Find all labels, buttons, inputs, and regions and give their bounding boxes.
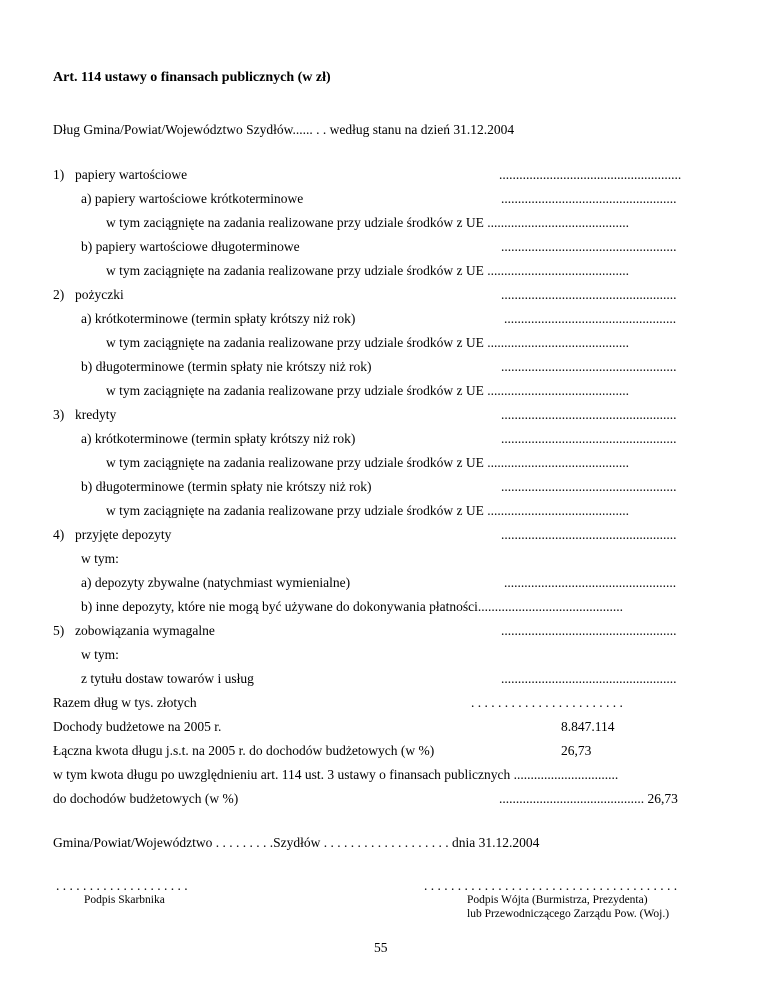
item-2a-ue: w tym zaciągnięte na zadania realizowane przy udziale środków z UE ..........................................: [106, 335, 629, 350]
adjusted-debt-label: w tym kwota długu po uwzględnieniu art. 114 ust. 3 ustawy o finansach publicznych ...............................: [53, 767, 619, 782]
item-4-label: 4) przyjęte depozyty: [53, 527, 172, 542]
budget-income-value: 8.847.114: [561, 719, 615, 734]
item-1b-dots: ....................................................: [501, 239, 677, 254]
item-2b-ue: w tym zaciągnięte na zadania realizowane przy udziale środków z UE ..........................................: [106, 383, 629, 398]
treasurer-signature-label: Podpis Skarbnika: [84, 894, 165, 906]
item-5a-label: z tytułu dostaw towarów i usług: [81, 671, 254, 686]
item-1a-dots: ....................................................: [501, 191, 677, 206]
item-3-label: 3) kredyty: [53, 407, 117, 422]
item-3b-dots: ....................................................: [501, 479, 677, 494]
item-3b-label: b) długoterminowe (termin spłaty nie krótszy niż rok): [81, 479, 372, 494]
mayor-signature-label-2: lub Przewodniczącego Zarządu Pow. (Woj.): [467, 908, 670, 920]
item-4a-label: a) depozyty zbywalne (natychmiast wymienialne): [81, 575, 351, 590]
item-4-wtym: w tym:: [81, 551, 119, 566]
item-2-label: 2) pożyczki: [53, 287, 124, 302]
total-debt-dots: . . . . . . . . . . . . . . . . . . . . . . .: [471, 695, 623, 710]
mayor-signature-label: Podpis Wójta (Burmistrza, Prezydenta): [467, 894, 648, 906]
item-1a-label: a) papiery wartościowe krótkoterminowe: [81, 191, 304, 206]
item-3a-dots: ....................................................: [501, 431, 677, 446]
item-2-dots: ....................................................: [501, 287, 677, 302]
item-3a-label: a) krótkoterminowe (termin spłaty krótszy niż rok): [81, 431, 356, 446]
item-5-dots: ....................................................: [501, 623, 677, 638]
item-2a-dots: ...................................................: [504, 311, 677, 326]
total-debt-label: Razem dług w tys. złotych: [53, 695, 197, 710]
item-5-wtym: w tym:: [81, 647, 119, 662]
mayor-signature-line: . . . . . . . . . . . . . . . . . . . . . . . . . . . . . . . . . . . . . .: [424, 878, 678, 893]
place-date-line: Gmina/Powiat/Województwo . . . . . . . . .Szydłów . . . . . . . . . . . . . . . . . . . dnia 31.12.2004: [53, 835, 540, 850]
debt-subtitle: Dług Gmina/Powiat/Województwo Szydłów...... . . według stanu na dzień 31.12.2004: [53, 122, 515, 137]
item-2a-label: a) krótkoterminowe (termin spłaty krótszy niż rok): [81, 311, 356, 326]
item-5a-dots: ....................................................: [501, 671, 677, 686]
item-4-dots: ....................................................: [501, 527, 677, 542]
adjusted-debt-value: ........................................... 26,73: [499, 791, 678, 806]
item-3a-ue: w tym zaciągnięte na zadania realizowane przy udziale środków z UE ..........................................: [106, 455, 629, 470]
item-1b-ue: w tym zaciągnięte na zadania realizowane przy udziale środków z UE ..........................................: [106, 263, 629, 278]
debt-ratio-label: Łączna kwota długu j.s.t. na 2005 r. do dochodów budżetowych (w %): [53, 743, 435, 758]
item-3-dots: ....................................................: [501, 407, 677, 422]
item-2b-label: b) długoterminowe (termin spłaty nie krótszy niż rok): [81, 359, 372, 374]
debt-ratio-value: 26,73: [561, 743, 592, 758]
page-title: Art. 114 ustawy o finansach publicznych (w zł): [53, 70, 331, 85]
item-5-label: 5) zobowiązania wymagalne: [53, 623, 215, 638]
item-1b-label: b) papiery wartościowe długoterminowe: [81, 239, 300, 254]
item-1-dots: ......................................................: [499, 167, 682, 182]
item-1-label: 1) papiery wartościowe: [53, 167, 188, 182]
item-4a-dots: ...................................................: [504, 575, 677, 590]
page-number: 55: [374, 940, 388, 955]
budget-income-label: Dochody budżetowe na 2005 r.: [53, 719, 222, 734]
treasurer-signature-line: . . . . . . . . . . . . . . . . . . . .: [56, 878, 188, 893]
item-1a-ue: w tym zaciągnięte na zadania realizowane przy udziale środków z UE ..........................................: [106, 215, 629, 230]
item-2b-dots: ....................................................: [501, 359, 677, 374]
item-4b-label: b) inne depozyty, które nie mogą być używane do dokonywania płatności...........................................: [81, 599, 624, 614]
adjusted-debt-label-2: do dochodów budżetowych (w %): [53, 791, 239, 806]
item-3b-ue: w tym zaciągnięte na zadania realizowane przy udziale środków z UE ..........................................: [106, 503, 629, 518]
